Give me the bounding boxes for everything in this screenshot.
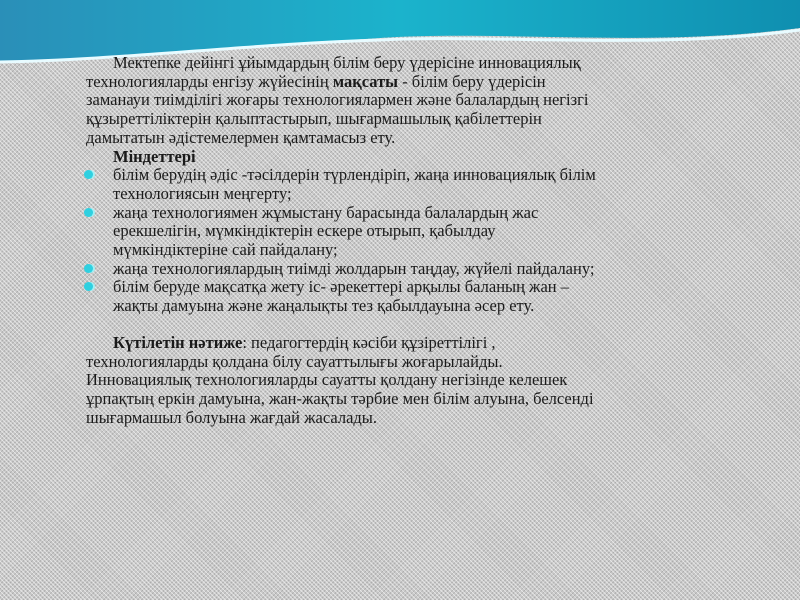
text-line: білім берудің әдіс -тәсілдерін түрлендіріп, жаңа инновациялық білім	[113, 165, 596, 185]
text-line	[86, 73, 726, 92]
text-line: технологияларды қолдана білу сауаттылығы жоғарылайды.	[86, 351, 503, 371]
text-line: мүмкіндіктеріне сай пайдалану;	[113, 240, 338, 260]
text-line: құзыреттіліктерін қалыптастырып, шығармашылық қабілеттерін	[86, 109, 542, 129]
text-fragment: : педагогтердің кәсіби құзіреттілігі ,	[242, 332, 496, 352]
list-item	[86, 204, 726, 260]
slide-body	[86, 54, 726, 427]
text-line: шығармашыл болуына жағдай жасалады.	[86, 407, 378, 427]
text-line: Мектепке дейінгі ұйымдардың білім беру үдерісіне инновациялық	[113, 53, 581, 72]
bullet-icon	[84, 264, 93, 273]
bullet-icon	[84, 208, 93, 217]
spacer	[86, 316, 726, 334]
tasks-heading: Міндеттері	[113, 146, 196, 166]
text-line: жаңа технологиялардың тиімді жолдарын таңдау, жүйелі пайдалану;	[113, 258, 595, 278]
text-fragment: - білім беру үдерісін	[398, 71, 546, 91]
text-line: жаңа технологиямен жұмыстану барасында балалардың жас	[113, 202, 539, 222]
text-line: ерекшелігін, мүмкіндіктерін ескере отырып, қабылдау	[113, 221, 496, 241]
text-line: жақты дамуына және жаңалықты тез қабылдауына әсер ету.	[113, 296, 535, 316]
text-line: білім беруде мақсатқа жету іс- әрекеттері арқылы баланың жан –	[113, 277, 569, 297]
text-line: ұрпақтың еркін дамуына, жан-жақты тәрбие мен білім алуына, белсенді	[86, 388, 594, 408]
list-item	[86, 166, 726, 203]
goal-paragraph	[86, 54, 726, 148]
goal-label: мақсаты	[332, 71, 399, 91]
result-paragraph	[86, 334, 726, 428]
text-line: заманауи тиімділігі жоғары технологиялармен және балалардың негізгі	[86, 90, 589, 110]
list-item	[86, 260, 726, 279]
text-line: технологиясын меңгерту;	[113, 183, 292, 203]
text-line: дамытатын әдістемелермен қамтамасыз ету.	[86, 127, 396, 147]
text-fragment: технологияларды енгізу жүйесінің	[86, 71, 333, 91]
list-item	[86, 278, 726, 315]
bullet-icon	[84, 282, 93, 291]
result-label: Күтілетін нәтиже	[113, 332, 243, 352]
text-line	[86, 334, 726, 353]
text-line: Инновациялық технологияларды сауатты қолдану негізінде келешек	[86, 370, 568, 390]
bullet-icon	[84, 170, 93, 179]
